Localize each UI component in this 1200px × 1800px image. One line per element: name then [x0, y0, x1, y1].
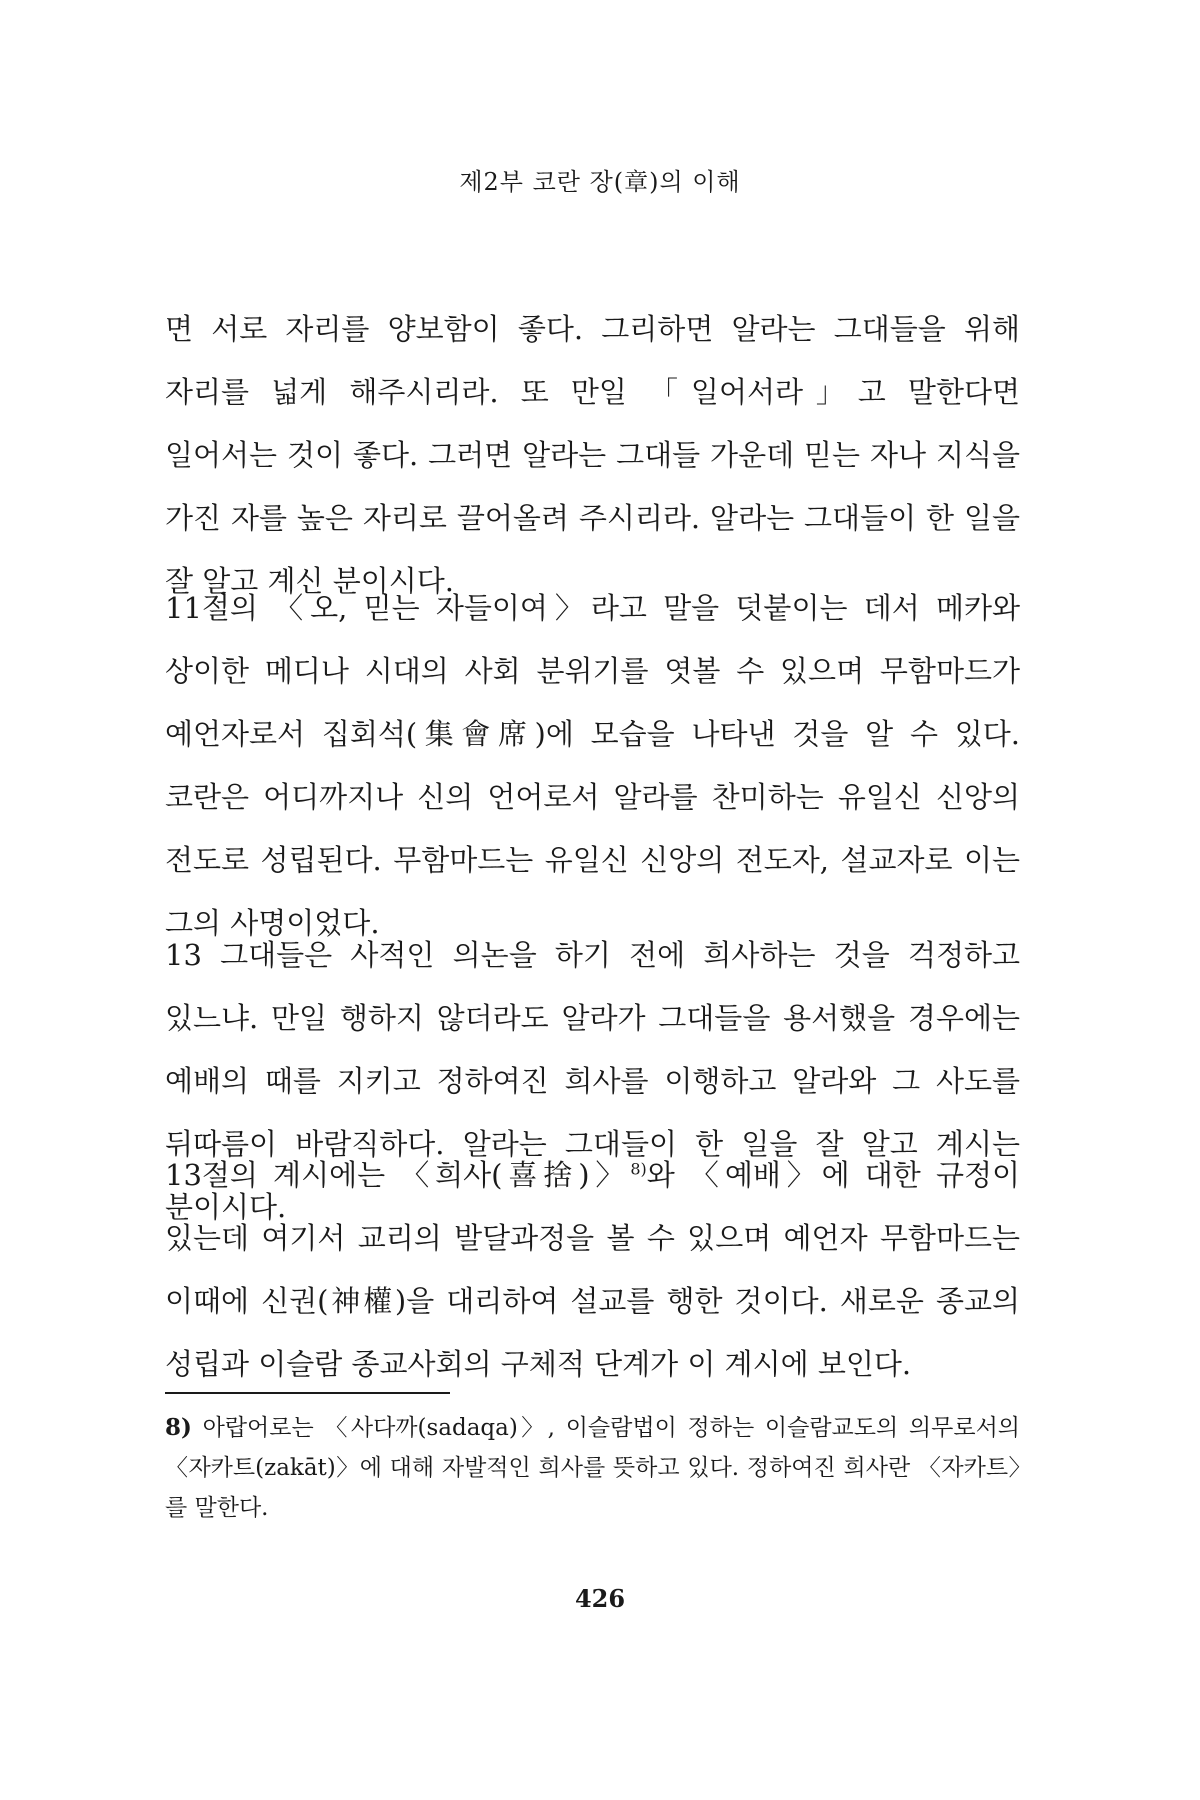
footnote-reference: 8)	[630, 1159, 647, 1179]
footnote	[165, 1408, 1020, 1528]
page-number: 426	[574, 1584, 626, 1613]
paragraph-4-text-after: 와 〈예배〉에 대한 규정이 있는데 여기서 교리의 발달과정을 볼 수 있으며 예언자 무함마드는 이때에 신권(神權)을 대리하여 설교를 행한 것이다. 새로운 종교의 성립과 이슬람 종교사회의 구체적 단계가 이 계시에 보인다.	[165, 1158, 1020, 1381]
paragraph-1: 면 서로 자리를 양보함이 좋다. 그리하면 알라는 그대들을 위해 자리를 넓게 해주시리라. 또 만일 「일어서라」고 말한다면 일어서는 것이 좋다. 그러면 알라는 그대들 가운데 믿는 자나 지식을 가진 자를 높은 자리로 끌어올려 주시리라. 알라는 그대들이 한 일을 잘 알고 계신 분이시다.	[165, 312, 1020, 598]
footnote-divider	[165, 1392, 450, 1394]
footnote-text: 아랍어로는 〈사다까(sadaqa)〉, 이슬람법이 정하는 이슬람교도의 의무로서의 〈자카트(zakāt)〉에 대해 자발적인 희사를 뜻하고 있다. 정하여진 희사란 〈자카트〉를 말한다.	[165, 1415, 1021, 1521]
paragraph-2: 11절의 〈오, 믿는 자들이여〉라고 말을 덧붙이는 데서 메카와 상이한 메디나 시대의 사회 분위기를 엿볼 수 있으며 무함마드가 예언자로서 집회석(集會席)에 모습을 나타낸 것을 알 수 있다. 코란은 어디까지나 신의 언어로서 알라를 찬미하는 유일신 신앙의 전도로 성립된다. 무함마드는 유일신 신앙의 전도자, 설교자로 이는 그의 사명이었다.	[165, 591, 1020, 940]
footnote-number: 8)	[165, 1414, 192, 1441]
paragraph-3: 13 그대들은 사적인 의논을 하기 전에 희사하는 것을 걱정하고 있느냐. 만일 행하지 않더라도 알라가 그대들을 용서했을 경우에는 예배의 때를 지키고 정하여진 희사를 이행하고 알라와 그 사도를 뒤따름이 바람직하다. 알라는 그대들이 한 일을 잘 알고 계시는 분이시다.	[165, 938, 1020, 1224]
paragraph-4	[165, 1144, 1020, 1396]
running-head: 제2부 코란 장(章)의 이해	[459, 168, 741, 196]
paragraph-4-text-before: 13절의 계시에는 〈희사(喜捨)〉	[165, 1158, 631, 1192]
